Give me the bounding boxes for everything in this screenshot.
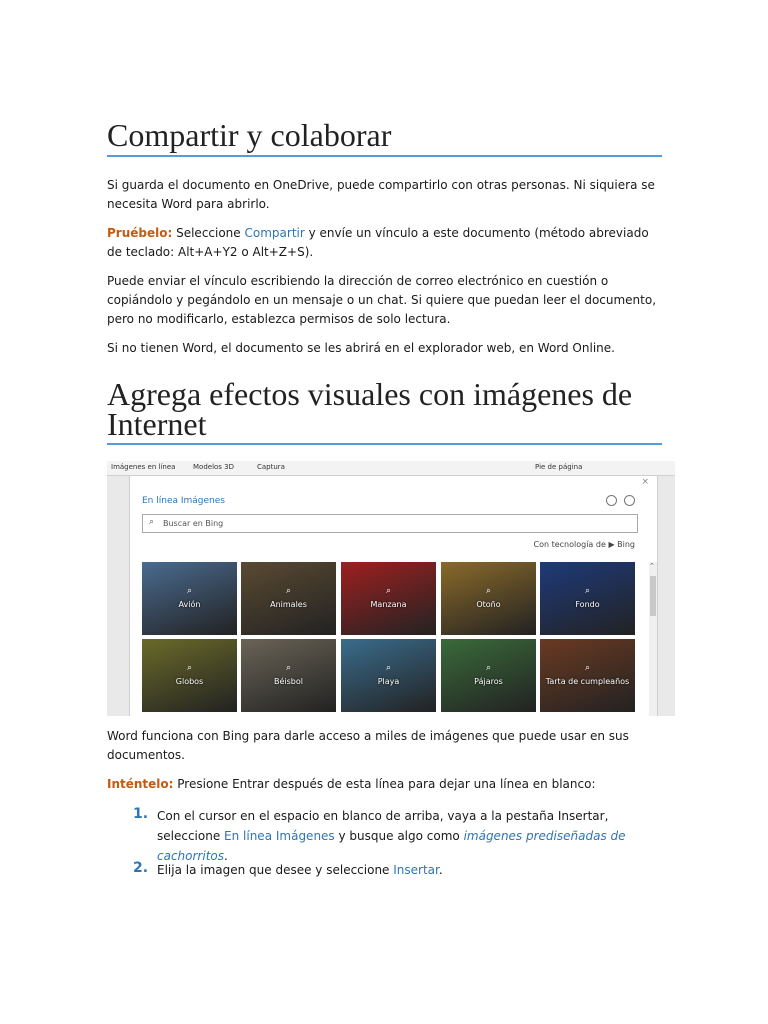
paragraph-onedrive: Si guarda el documento en OneDrive, puede compartirlo con otras personas. Ni siquiera se necesita Word para abrirlo. — [107, 178, 655, 211]
pruebelo-text-1: Seleccione — [172, 226, 245, 240]
online-images-dialog — [129, 475, 658, 716]
cachorritos-example: imágenes prediseñadas de cachorritos — [157, 829, 626, 863]
list-item-1-text-3: . — [224, 849, 228, 863]
bing-label: Bing — [617, 540, 635, 549]
image-tile-label: Globos — [175, 677, 204, 686]
image-tile[interactable] — [441, 562, 536, 635]
paragraph-enviar-vinculo: Puede enviar el vínculo escribiendo la dirección de correo electrónico en cuestión o copiándolo y pegándolo en un mensaje o un chat. Si quiere que puedan leer el documento, pero no modificarlo, establezca permisos de solo lectura. — [107, 274, 657, 326]
image-tile-label: Animales — [270, 600, 307, 609]
paragraph-intentelo — [107, 775, 667, 794]
paragraph-bing: Word funciona con Bing para darle acceso a miles de imágenes que puede usar en sus documentos. — [107, 729, 629, 762]
intentelo-text: Presione Entrar después de esta línea para dejar una línea en blanco: — [173, 777, 596, 791]
pruebelo-label: Pruébelo: — [107, 226, 173, 240]
search-icon: ⌕ — [584, 586, 591, 596]
search-icon: ⌕ — [485, 586, 492, 596]
ribbon-footer[interactable]: Pie de página — [535, 463, 583, 471]
close-icon[interactable]: × — [641, 477, 649, 487]
search-placeholder: Buscar en Bing — [163, 519, 224, 528]
search-icon: ⌕ — [285, 663, 292, 673]
list-item-1-text-2: y busque algo como — [334, 829, 464, 843]
bing-search-input[interactable] — [142, 514, 638, 533]
powered-by-bing — [534, 540, 636, 549]
heading-rule-2 — [107, 443, 662, 445]
image-tile-label: Otoño — [476, 600, 501, 609]
image-tile[interactable] — [341, 562, 436, 635]
powered-by-label: Con tecnología de — [533, 540, 606, 549]
paragraph-word-online: Si no tienen Word, el documento se les abrirá en el explorador web, en Word Online. — [107, 341, 615, 355]
ribbon-online-images[interactable]: Imágenes en línea — [111, 463, 176, 471]
image-tile-label: Pájaros — [474, 677, 503, 686]
en-linea-imagenes-link[interactable]: En línea Imágenes — [224, 829, 335, 843]
image-tile[interactable] — [341, 639, 436, 712]
search-icon: ⌕ — [186, 663, 193, 673]
word-ribbon — [107, 461, 675, 476]
image-tile-label: Fondo — [575, 600, 600, 609]
heading-rule — [107, 155, 662, 157]
image-tile-label: Playa — [377, 677, 400, 686]
list-item-2-text-2: . — [438, 863, 443, 877]
scrollbar-thumb[interactable] — [650, 576, 656, 616]
ribbon-capture[interactable]: Captura — [257, 463, 285, 471]
search-icon: ⌕ — [584, 663, 591, 673]
ribbon-models3d[interactable]: Modelos 3D — [193, 463, 235, 471]
search-icon: ⌕ — [149, 517, 155, 527]
compartir-link[interactable]: Compartir — [244, 226, 305, 240]
list-number-1: 1. — [133, 806, 149, 822]
list-item-1-text-1: Con el cursor en el espacio en blanco de arriba, vaya a la pestaña Insertar, seleccione — [157, 809, 609, 843]
dialog-scrollbar[interactable] — [649, 562, 657, 716]
image-tile[interactable] — [241, 639, 336, 712]
list-number-2: 2. — [133, 860, 149, 876]
chevron-up-icon[interactable]: ⌃ — [649, 562, 655, 570]
image-tile-label: Tarta de cumpleaños — [545, 677, 630, 686]
image-tile[interactable] — [241, 562, 336, 635]
image-tile[interactable] — [142, 562, 237, 635]
image-tile[interactable] — [540, 639, 635, 712]
image-tile-label: Manzana — [370, 600, 407, 609]
search-icon: ⌕ — [385, 586, 392, 596]
dialog-title: En línea Imágenes — [142, 496, 225, 506]
search-icon: ⌕ — [485, 663, 492, 673]
heading-efectos-visuales: Agrega efectos visuales con imágenes de Internet — [107, 376, 633, 442]
image-tile[interactable] — [540, 562, 635, 635]
list-item-2-text-1: Elija la imagen que desee y seleccione — [157, 863, 394, 877]
frown-icon[interactable] — [624, 495, 635, 506]
image-tile-label: Avión — [178, 600, 201, 609]
heading-compartir: Compartir y colaborar — [107, 117, 392, 153]
image-tile-label: Béisbol — [274, 677, 303, 686]
intentelo-label: Inténtelo: — [107, 777, 174, 791]
pruebelo-text-2: y envíe un vínculo a este documento (método abreviado de teclado: Alt+A+Y2 o Alt+Z+S). — [107, 226, 649, 259]
list-item-1 — [157, 806, 657, 866]
list-item-2 — [157, 860, 657, 880]
search-icon: ⌕ — [385, 663, 392, 673]
search-icon: ⌕ — [285, 586, 292, 596]
bing-logo-icon: ▶ — [608, 540, 615, 549]
image-tile[interactable] — [142, 639, 237, 712]
paragraph-pruebelo — [107, 224, 667, 262]
search-icon: ⌕ — [186, 586, 193, 596]
insertar-link[interactable]: Insertar — [393, 863, 439, 877]
online-images-screenshot — [107, 461, 675, 716]
image-tile[interactable] — [441, 639, 536, 712]
smiley-icon[interactable] — [606, 495, 617, 506]
